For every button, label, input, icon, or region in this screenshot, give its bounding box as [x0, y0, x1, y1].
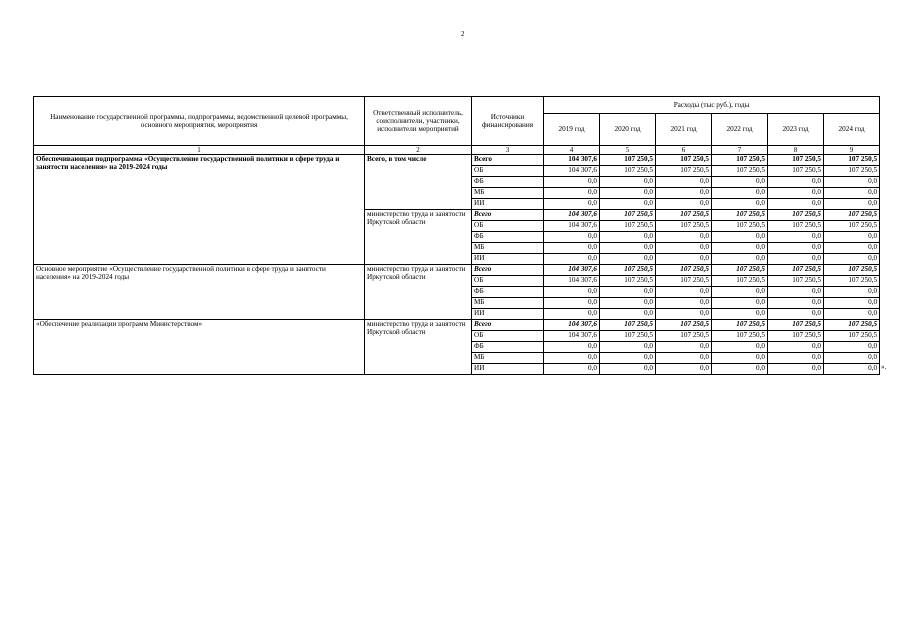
- amount-cell: 107 250,5: [768, 265, 824, 276]
- amount-cell: 0,0: [824, 232, 880, 243]
- amount-cell: 107 250,5: [600, 331, 656, 342]
- amount-cell: 0,0: [712, 243, 768, 254]
- amount-cell: 0,0: [544, 199, 600, 210]
- amount-cell: 107 250,5: [712, 331, 768, 342]
- amount-cell: 0,0: [600, 298, 656, 309]
- header-expenses: Расходы (тыс руб.), годы: [544, 97, 880, 114]
- table-body: [34, 155, 880, 375]
- amount-cell: 107 250,5: [600, 276, 656, 287]
- amount-cell: 0,0: [712, 232, 768, 243]
- responsible-cell: министерство труда и занятости Иркутской области: [365, 265, 472, 320]
- funding-source-cell: ОБ: [472, 166, 544, 177]
- column-number: 8: [768, 146, 824, 155]
- budget-table: [33, 96, 880, 375]
- amount-cell: 107 250,5: [712, 265, 768, 276]
- amount-cell: 0,0: [768, 309, 824, 320]
- amount-cell: 0,0: [544, 243, 600, 254]
- header-year: 2019 год: [544, 113, 600, 145]
- header-year: 2020 год: [600, 113, 656, 145]
- amount-cell: 104 307,6: [544, 265, 600, 276]
- funding-source-cell: ИИ: [472, 309, 544, 320]
- amount-cell: 0,0: [600, 364, 656, 375]
- amount-cell: 107 250,5: [768, 320, 824, 331]
- amount-cell: 0,0: [544, 254, 600, 265]
- amount-cell: 0,0: [656, 298, 712, 309]
- amount-cell: 107 250,5: [600, 210, 656, 221]
- amount-cell: 0,0: [824, 353, 880, 364]
- amount-cell: 107 250,5: [824, 221, 880, 232]
- funding-source-cell: ОБ: [472, 331, 544, 342]
- program-name-cell: «Обеспечение реализации программ Министерством»: [34, 320, 365, 375]
- amount-cell: 0,0: [656, 232, 712, 243]
- amount-cell: 107 250,5: [768, 331, 824, 342]
- amount-cell: 0,0: [768, 342, 824, 353]
- amount-cell: 0,0: [656, 309, 712, 320]
- amount-cell: 0,0: [600, 232, 656, 243]
- amount-cell: 107 250,5: [824, 166, 880, 177]
- amount-cell: 0,0: [768, 199, 824, 210]
- amount-cell: 0,0: [824, 298, 880, 309]
- amount-cell: 107 250,5: [768, 155, 824, 166]
- amount-cell: 0,0: [712, 254, 768, 265]
- amount-cell: 107 250,5: [600, 166, 656, 177]
- amount-cell: 107 250,5: [712, 221, 768, 232]
- amount-cell: 107 250,5: [656, 221, 712, 232]
- funding-source-cell: МБ: [472, 188, 544, 199]
- amount-cell: 0,0: [600, 188, 656, 199]
- funding-source-cell: МБ: [472, 243, 544, 254]
- amount-cell: 107 250,5: [656, 276, 712, 287]
- amount-cell: 0,0: [768, 243, 824, 254]
- amount-cell: 0,0: [712, 188, 768, 199]
- amount-cell: 107 250,5: [768, 166, 824, 177]
- amount-cell: 0,0: [600, 309, 656, 320]
- column-number: 9: [824, 146, 880, 155]
- funding-source-cell: ИИ: [472, 364, 544, 375]
- header-name-column: Наименование государственной программы, подпрограммы, ведомственной целевой программы, основного мероприятия, мероприятия: [34, 97, 365, 146]
- amount-cell: 107 250,5: [768, 221, 824, 232]
- amount-cell: 0,0: [712, 287, 768, 298]
- amount-cell: 107 250,5: [656, 210, 712, 221]
- amount-cell: 0,0: [600, 243, 656, 254]
- table-row: [34, 265, 880, 276]
- column-number: 1: [34, 146, 365, 155]
- amount-cell: 0,0: [712, 309, 768, 320]
- amount-cell: 107 250,5: [712, 276, 768, 287]
- header-year: 2022 год: [712, 113, 768, 145]
- closing-quote-mark: ».: [881, 363, 887, 371]
- amount-cell: 0,0: [600, 177, 656, 188]
- amount-cell: 107 250,5: [656, 166, 712, 177]
- amount-cell: 0,0: [600, 287, 656, 298]
- amount-cell: 0,0: [768, 353, 824, 364]
- amount-cell: 0,0: [712, 199, 768, 210]
- amount-cell: 0,0: [824, 254, 880, 265]
- amount-cell: 0,0: [656, 177, 712, 188]
- funding-source-cell: ФБ: [472, 232, 544, 243]
- amount-cell: 0,0: [544, 188, 600, 199]
- amount-cell: 107 250,5: [768, 210, 824, 221]
- amount-cell: 0,0: [824, 309, 880, 320]
- amount-cell: 0,0: [544, 353, 600, 364]
- responsible-cell: министерство труда и занятости Иркутской области: [365, 320, 472, 375]
- amount-cell: 107 250,5: [600, 221, 656, 232]
- amount-cell: 107 250,5: [824, 265, 880, 276]
- table-row: [34, 320, 880, 331]
- amount-cell: 107 250,5: [712, 166, 768, 177]
- amount-cell: 107 250,5: [600, 155, 656, 166]
- amount-cell: 0,0: [600, 254, 656, 265]
- responsible-cell: министерство труда и занятости Иркутской области: [365, 210, 472, 265]
- amount-cell: 0,0: [544, 232, 600, 243]
- amount-cell: 0,0: [600, 199, 656, 210]
- amount-cell: 107 250,5: [600, 265, 656, 276]
- amount-cell: 0,0: [656, 188, 712, 199]
- amount-cell: 104 307,6: [544, 276, 600, 287]
- program-name-cell: Основное мероприятие «Осуществление государственной политики в сфере труда и занятости населения» на 2019-2024 годы: [34, 265, 365, 320]
- amount-cell: 0,0: [544, 298, 600, 309]
- funding-source-cell: ОБ: [472, 276, 544, 287]
- amount-cell: 107 250,5: [656, 155, 712, 166]
- amount-cell: 0,0: [712, 353, 768, 364]
- amount-cell: 107 250,5: [712, 155, 768, 166]
- amount-cell: 104 307,6: [544, 166, 600, 177]
- amount-cell: 0,0: [712, 177, 768, 188]
- amount-cell: 107 250,5: [768, 276, 824, 287]
- amount-cell: 0,0: [824, 243, 880, 254]
- funding-source-cell: ИИ: [472, 199, 544, 210]
- header-year: 2023 год: [768, 113, 824, 145]
- amount-cell: 104 307,6: [544, 320, 600, 331]
- amount-cell: 0,0: [712, 364, 768, 375]
- amount-cell: 0,0: [768, 298, 824, 309]
- amount-cell: 0,0: [600, 342, 656, 353]
- amount-cell: 0,0: [656, 342, 712, 353]
- funding-source-cell: Всего: [472, 320, 544, 331]
- table-row: [34, 155, 880, 166]
- program-name-cell: Обеспечивающая подпрограмма «Осуществление государственной политики в сфере труда и занятости населения» на 2019-2024 годы: [34, 155, 365, 265]
- amount-cell: 107 250,5: [712, 210, 768, 221]
- amount-cell: 0,0: [824, 188, 880, 199]
- column-number: 4: [544, 146, 600, 155]
- funding-source-cell: Всего: [472, 265, 544, 276]
- funding-source-cell: МБ: [472, 353, 544, 364]
- funding-source-cell: ОБ: [472, 221, 544, 232]
- amount-cell: 107 250,5: [824, 155, 880, 166]
- amount-cell: 104 307,6: [544, 221, 600, 232]
- header-responsible-column: Ответственный исполнитель, соисполнители, участники, исполнители мероприятий: [365, 97, 472, 146]
- header-year: 2024 год: [824, 113, 880, 145]
- amount-cell: 0,0: [656, 287, 712, 298]
- amount-cell: 0,0: [656, 199, 712, 210]
- amount-cell: 0,0: [712, 298, 768, 309]
- amount-cell: 107 250,5: [712, 320, 768, 331]
- amount-cell: 0,0: [824, 287, 880, 298]
- amount-cell: 0,0: [824, 199, 880, 210]
- column-number: 6: [656, 146, 712, 155]
- amount-cell: 0,0: [656, 353, 712, 364]
- funding-source-cell: Всего: [472, 210, 544, 221]
- amount-cell: 0,0: [544, 364, 600, 375]
- responsible-cell: Всего, в том числе: [365, 155, 472, 210]
- amount-cell: 107 250,5: [824, 331, 880, 342]
- amount-cell: 0,0: [656, 254, 712, 265]
- column-number: 7: [712, 146, 768, 155]
- amount-cell: 107 250,5: [824, 320, 880, 331]
- amount-cell: 0,0: [768, 254, 824, 265]
- funding-source-cell: ИИ: [472, 254, 544, 265]
- amount-cell: 0,0: [544, 287, 600, 298]
- amount-cell: 104 307,6: [544, 210, 600, 221]
- amount-cell: 107 250,5: [656, 320, 712, 331]
- amount-cell: 0,0: [544, 309, 600, 320]
- page-number: 2: [461, 30, 465, 38]
- amount-cell: 0,0: [768, 188, 824, 199]
- amount-cell: 0,0: [768, 232, 824, 243]
- column-number: 2: [365, 146, 472, 155]
- amount-cell: 104 307,6: [544, 331, 600, 342]
- funding-source-cell: ФБ: [472, 342, 544, 353]
- header-year: 2021 год: [656, 113, 712, 145]
- funding-source-cell: ФБ: [472, 287, 544, 298]
- amount-cell: 104 307,6: [544, 155, 600, 166]
- amount-cell: 107 250,5: [656, 331, 712, 342]
- amount-cell: 0,0: [824, 177, 880, 188]
- amount-cell: 0,0: [656, 243, 712, 254]
- amount-cell: 107 250,5: [824, 210, 880, 221]
- amount-cell: 0,0: [656, 364, 712, 375]
- amount-cell: 0,0: [824, 342, 880, 353]
- funding-source-cell: МБ: [472, 298, 544, 309]
- amount-cell: 0,0: [712, 342, 768, 353]
- funding-source-cell: Всего: [472, 155, 544, 166]
- amount-cell: 107 250,5: [824, 276, 880, 287]
- funding-source-cell: ФБ: [472, 177, 544, 188]
- column-number: 5: [600, 146, 656, 155]
- amount-cell: 0,0: [824, 364, 880, 375]
- amount-cell: 0,0: [544, 342, 600, 353]
- amount-cell: 107 250,5: [656, 265, 712, 276]
- amount-cell: 0,0: [768, 364, 824, 375]
- amount-cell: 107 250,5: [600, 320, 656, 331]
- amount-cell: 0,0: [544, 177, 600, 188]
- amount-cell: 0,0: [600, 353, 656, 364]
- header-sources-column: Источники финансирования: [472, 97, 544, 146]
- amount-cell: 0,0: [768, 177, 824, 188]
- amount-cell: 0,0: [768, 287, 824, 298]
- column-number: 3: [472, 146, 544, 155]
